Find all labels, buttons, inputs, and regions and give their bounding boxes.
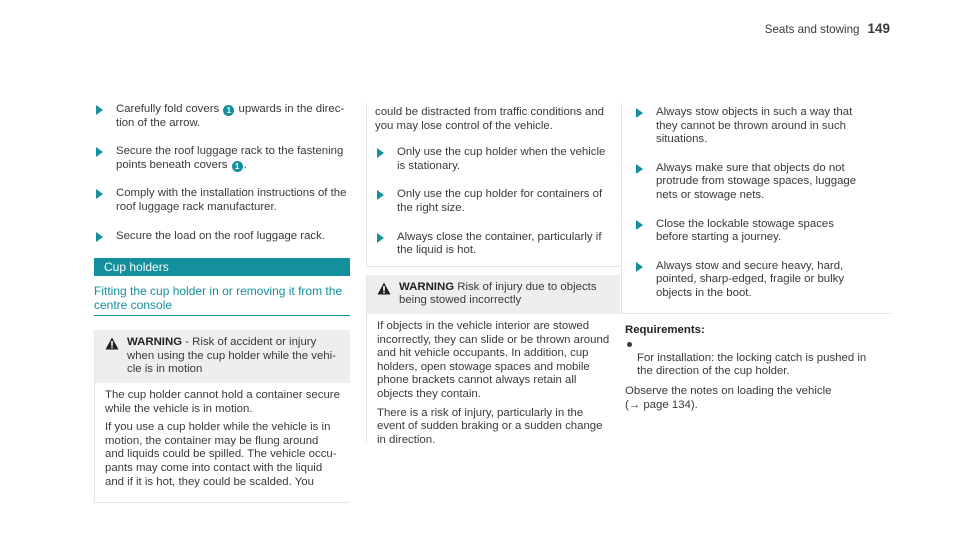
requirements [621,324,891,413]
callout-number-icon: 1 [232,161,243,172]
column-2 [366,103,620,446]
step-arrow-icon [377,190,384,200]
safety-steps [634,106,881,301]
step-text: Always stow objects in such a way that they cannot be thrown around in such situations. [656,106,853,146]
step-arrow-icon [96,147,103,157]
bullet-icon [627,342,632,347]
warning-box [366,275,620,446]
callout-number-icon: 1 [223,105,234,116]
page-reference-note[interactable]: Observe the notes on loading the vehicle (→ page 134). [625,384,832,411]
step-text: Only use the cup holder when the vehicle is stationary. [397,146,606,172]
subheading: Fitting the cup holder in or removing it from the centre console [94,284,350,316]
step-text: Secure the roof luggage rack to the fastening points beneath covers 1 . [116,145,344,171]
step-text: Only use the cup holder for containers of the right size. [397,188,603,214]
step-text: Close the lockable stowage spaces before starting a journey. [656,217,834,244]
instruction-step [375,188,610,215]
warning-label: WARNING [399,280,455,293]
step-text: Secure the load on the roof luggage rack. [116,229,325,242]
warning-triangle-icon [105,337,119,350]
warning-continuation [621,103,891,314]
step-arrow-icon [636,220,643,230]
safety-steps [375,146,610,258]
section-heading: Cup holders [94,258,350,276]
warning-triangle-icon [377,282,391,295]
instruction-step [94,230,350,244]
step-arrow-icon [377,148,384,158]
warning-title: Risk of injury due to objects being stowed incorrectly [399,280,597,307]
page-number: 149 [867,21,890,36]
warning-body [95,383,350,502]
continuation-text: could be distracted from traffic conditions and you may lose control of the vehicle. [375,106,604,132]
instruction-step [375,146,610,173]
warning-paragraph: The cup holder cannot hold a container secure while the vehicle is in motion. [105,388,340,415]
step-arrow-icon [96,105,103,115]
instruction-step [634,162,881,203]
instruction-step [94,187,350,214]
step-text: Comply with the installation instructions of the roof luggage rack manufacturer. [116,187,347,213]
step-arrow-icon [636,164,643,174]
warning-paragraph: If objects in the vehicle interior are stowed incorrectly, they can slide or be thrown around and hit vehicle occupants. In addition, cup holders, open stowage spaces and mobile phone brackets cannot always retain all objects they contain. [377,319,610,400]
step-arrow-icon [96,232,103,242]
warning-box [94,330,350,503]
instruction-step [94,103,350,130]
instruction-step [634,218,881,245]
warning-body [367,314,620,460]
column-1 [94,103,350,503]
warning-paragraph: If you use a cup holder while the vehicle is in motion, the container may be flung around and liquids could be spilled. The vehicle occu- pants may come into contact with the liquid and if it is hot, they could be scalded. You [105,421,337,488]
warning-header [367,275,620,314]
warning-header [95,330,350,383]
column-3 [621,103,891,412]
step-arrow-icon [96,189,103,199]
step-text: Carefully fold covers 1 upwards in the direc- tion of the arrow. [116,103,345,129]
instruction-step [375,231,610,258]
warning-title: - Risk of accident or injury when using the cup holder while the vehi- cle is in motion [127,336,336,376]
page-header [765,22,890,37]
step-text: Always stow and secure heavy, hard, pointed, sharp-edged, fragile or bulky objects in the boot. [656,259,845,299]
instruction-steps [94,103,350,243]
warning-paragraph: There is a risk of injury, particularly in the event of sudden braking or a sudden change in direction. [377,406,603,446]
requirements-title: Requirements: [625,323,705,336]
step-arrow-icon [636,262,643,272]
requirement-item [625,338,891,379]
section-title: Seats and stowing [764,23,860,36]
step-text: Always close the container, particularly if the liquid is hot. [397,230,602,257]
warning-label: WARNING [127,336,183,349]
instruction-step [94,145,350,172]
step-arrow-icon [636,108,643,118]
step-arrow-icon [377,233,384,243]
instruction-step [634,106,881,147]
step-text: Always make sure that objects do not protrude from stowage spaces, luggage nets or stowage nets. [656,161,857,201]
warning-continuation [366,103,620,267]
requirement-text: For installation: the locking catch is pushed in the direction of the cup holder. [637,351,867,378]
instruction-step [634,260,881,301]
